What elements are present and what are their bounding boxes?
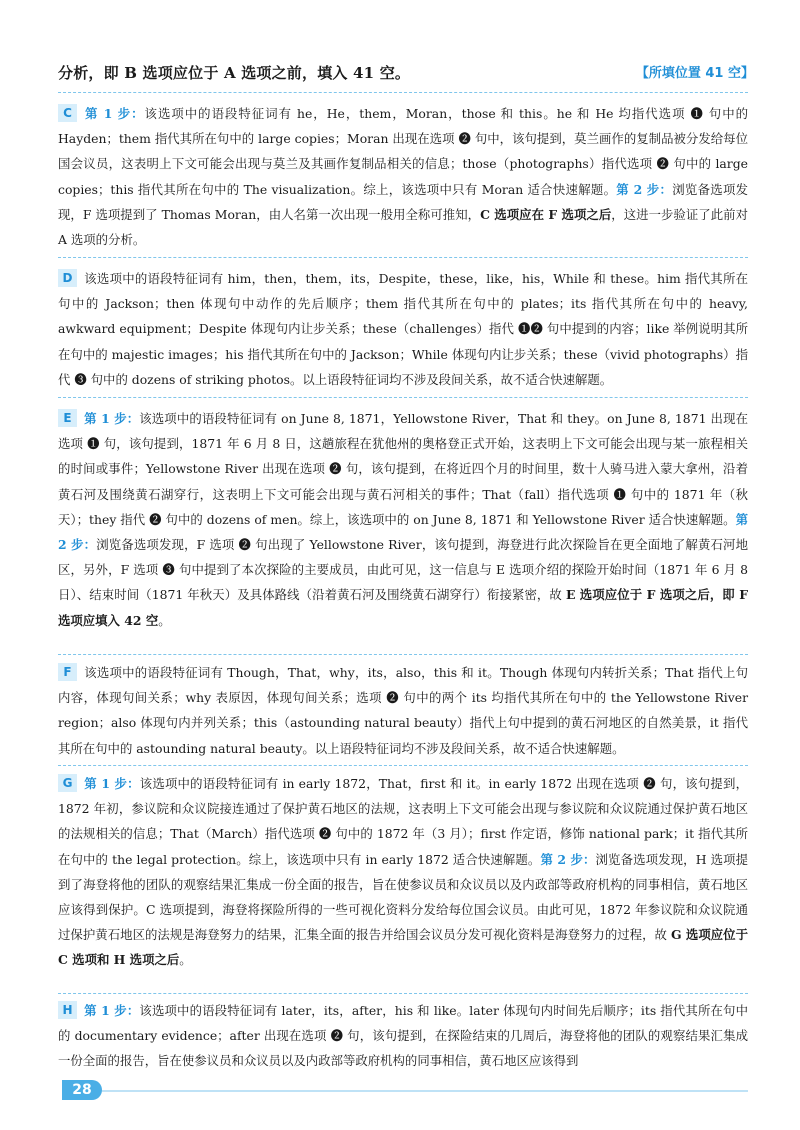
step-1-label: 第 1 步：	[84, 1003, 140, 1018]
conclusion-text: C 选项应在 F 选项之后	[480, 206, 612, 222]
step-2-label: 第 2 步：	[616, 181, 673, 197]
dashed-separator	[58, 654, 748, 655]
page-number: 28	[62, 1080, 102, 1100]
option-d-analysis	[58, 266, 748, 392]
option-g-analysis	[58, 771, 748, 973]
analysis-text: 浏览备选项发现，F 选项 ❷ 句出现了 Yellowstone River，该句提到，海登进行此次探险旨在更全面地了解黄石河地区，另外，F 选项 ❸ 句中提到了本次探险的主要成员，由此可见，这一信息与 E 选项介绍的探险开始时间（1871 年 6 月 8 日）、结束时间（1871 年秋天）及具体路线（沿着黄石河及围绕黄石湖穿行）衔接紧密，故	[58, 537, 749, 603]
analysis-text: 该选项中的语段特征词有 him，then，them，its，Despite，these，like，his，While 和 these。him 指代其所在句中的 Jackson；then 体现句中动作的先后顺序；them 指代其所在句中的 plates；its 指代其所在句中的 heavy, awkward equipment；Despite 体现句内让步关系；these（challenges）指代 ❶❷ 句中提到的内容；like 举例说明其所在句中的 majestic images；his 指代其所在句中的 Jackson；While 体现句内让步关系；these（vivid photographs）指代 ❸ 句中的 dozens of striking photos。以上语段特征词均不涉及段间关系，故不适合快速解题。	[58, 271, 748, 387]
option-f-analysis	[58, 660, 748, 761]
analysis-text: 。	[158, 612, 171, 628]
step-1-label: 第 1 步：	[84, 411, 140, 426]
option-g-badge: G	[58, 774, 77, 792]
step-1-label: 第 1 步：	[84, 776, 140, 791]
analysis-text: 该选项中的语段特征词有 Though，That，why，its，also，this 和 it。Though 体现句内转折关系；That 指代上句内容，体现句间关系；why 表原因，体现句间关系；选项 ❷ 句中的两个 its 均指代其所在句中的 the Yellowstone River region；also 体现句内并列关系；this（astounding natural beauty）指代上句中提到的黄石河地区的自然美景，it 指代其所在句中的 astounding natural beauty。以上语段特征词均不涉及段间关系，故不适合快速解题。	[58, 665, 748, 756]
option-h-badge: H	[58, 1001, 77, 1019]
analysis-text: 浏览备选项发现，F 选项提到了 Thomas Moran，由人名第一次出现一般用全称可推知，	[58, 181, 749, 222]
analysis-text: 浏览备选项发现，H 选项提到了海登将他的团队的观察结果汇集成一份全面的报告，旨在使参议员和众议员以及内政部等政府机构的同事相信，黄石地区应该得到保护。C 选项提到，海登将探险所得的一些可视化资料分发给每位国会议员。由此可见，1872 年参议院和众议院通过保护黄石地区的法规是海登努力的结果，汇集全面的报告并给国会议员分发可视化资料是海登努力的过程，故	[58, 851, 749, 943]
option-c-analysis	[58, 101, 748, 252]
dashed-separator	[58, 993, 748, 994]
step-1-label: 第 1 步：	[84, 106, 145, 121]
option-h-analysis	[58, 998, 748, 1074]
position-tag: 【所填位置 41 空】	[635, 66, 754, 81]
dashed-separator	[58, 765, 748, 766]
option-f-badge: F	[58, 663, 77, 681]
dashed-separator	[58, 92, 748, 93]
conclusion-text: E 选项应位于 F 选项之后，即 F 选项应填入 42 空	[58, 587, 749, 628]
conclusion-text: G 选项应位于 C 选项和 H 选项之后	[58, 927, 748, 968]
option-c-badge: C	[58, 104, 77, 122]
step-2-label: 第 2 步：	[58, 511, 748, 553]
analysis-text: 该选项中的语段特征词有 he，He，them，Moran，those 和 this。he 和 He 均指代选项 ❶ 句中的 Hayden；them 指代其所在句中的 large copies；Moran 出现在选项 ❷ 句中，该句提到，莫兰画作的复制品被分发给每位国会议员，这表明上下文可能会出现与莫兰及其画作复制品相关的信息；those（photographs）指代选项 ❷ 句中的 large copies；this 指代其所在句中的 The visualization。综上，该选项中只有 Moran 适合快速解题。	[58, 106, 749, 197]
option-e-badge: E	[58, 409, 77, 427]
dashed-separator	[58, 397, 748, 398]
analysis-text: ，这进一步验证了此前对 A 选项的分析。	[58, 206, 748, 248]
analysis-text: 该选项中的语段特征词有 in early 1872，That，first 和 it。in early 1872 出现在选项 ❷ 句，该句提到，1872 年初，参议院和众议院接连通过了保护黄石地区的法规，这表明上下文可能会出现与参议院和众议院通过保护黄石地区的法规相关的信息；That（March）指代选项 ❷ 句中的 1872 年（3 月）；first 作定语，修饰 national park；it 指代其所在句中的 the legal protection。综上，该选项中只有 in early 1872 适合快速解题。	[58, 776, 748, 867]
dashed-separator	[58, 257, 748, 258]
option-d-badge: D	[58, 269, 77, 287]
analysis-text: 。	[179, 952, 192, 968]
footer-rule	[102, 1090, 748, 1092]
analysis-text: 该选项中的语段特征词有 on June 8, 1871，Yellowstone River，That 和 they。on June 8, 1871 出现在选项 ❶ 句，该句提到，1871 年 6 月 8 日，这趟旅程在犹他州的奥格登正式开始，这表明上下文可能会出现与某一旅程相关的时间或事件；Yellowstone River 出现在选项 ❷ 句，该句提到，在将近四个月的时间里，数十人骑马进入蒙大拿州，沿着黄石河及围绕黄石湖穿行，这表明上下文可能会出现与黄石河相关的事件；That（fall）指代选项 ❶ 句中的 1871 年（秋天）；they 指代 ❷ 句中的 dozens of men。综上，该选项中的 on June 8, 1871 和 Yellowstone River 适合快速解题。	[58, 411, 748, 527]
analysis-text: 该选项中的语段特征词有 later，its，after，his 和 like。later 体现句内时间先后顺序；its 指代其所在句中的 documentary evidence；after 出现在选项 ❷ 句，该句提到，在探险结束的几周后，海登将他的团队的观察结果汇集成一份全面的报告，旨在使参议员和众议员以及内政部等政府机构的同事相信，黄石地区应该得到	[58, 1003, 748, 1069]
intro-line: 分析，即 B 选项应位于 A 选项之前，填入 41 空。	[58, 64, 411, 82]
step-2-label: 第 2 步：	[540, 851, 596, 867]
option-e-analysis	[58, 406, 748, 633]
